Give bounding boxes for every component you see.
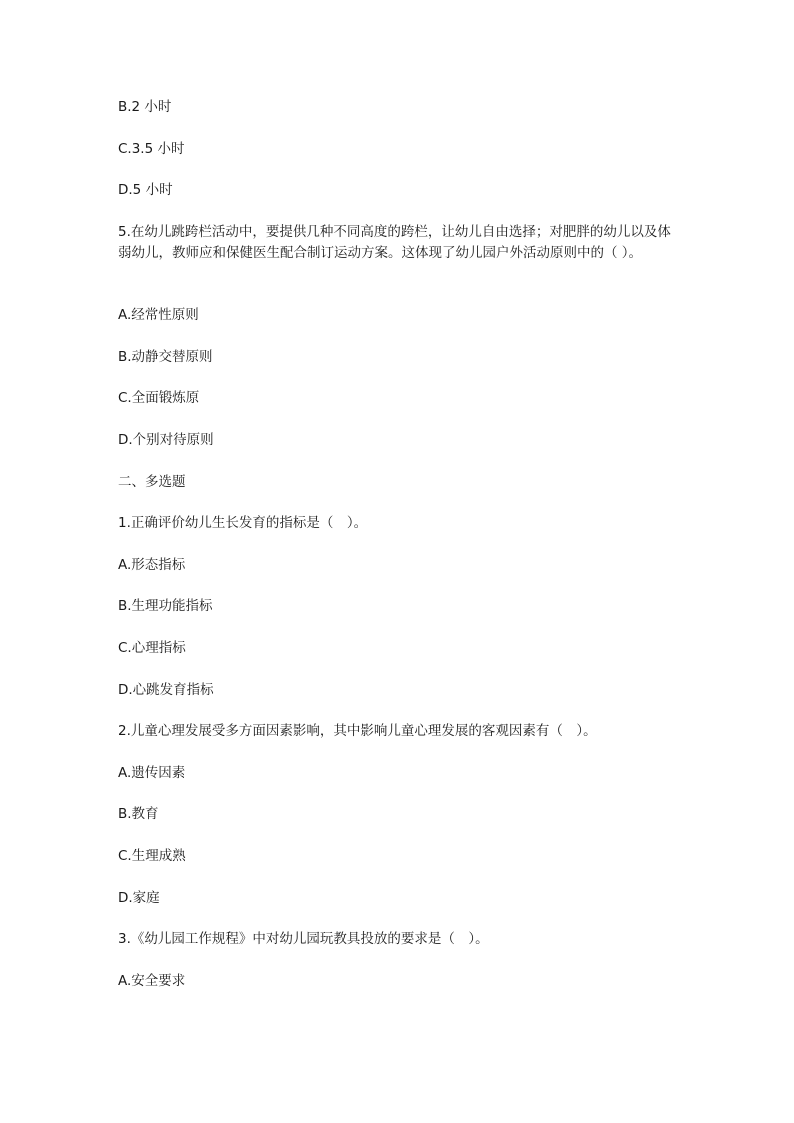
option-b-q5: B.动静交替原则: [118, 349, 213, 365]
mc-question-2: 2.儿童心理发展受多方面因素影响，其中影响儿童心理发展的客观因素有（ ）。: [118, 723, 597, 739]
option-d-mc1: D.心跳发育指标: [118, 682, 214, 698]
mc-question-1: 1.正确评价幼儿生长发育的指标是（ ）。: [118, 515, 368, 531]
option-a-mc2: A.遗传因素: [118, 765, 186, 781]
option-a-mc1: A.形态指标: [118, 557, 186, 573]
option-b-mc1: B.生理功能指标: [118, 598, 213, 614]
option-c-q4: C.3.5 小时: [118, 141, 185, 157]
section-heading-multiple-choice: 二、多选题: [118, 474, 186, 490]
option-b-mc2: B.教育: [118, 806, 159, 822]
option-b-q4: B.2 小时: [118, 99, 172, 115]
option-d-q4: D.5 小时: [118, 182, 173, 198]
option-d-mc2: D.家庭: [118, 890, 160, 906]
question-5: 5.在幼儿跳跨栏活动中，要提供几种不同高度的跨栏，让幼儿自由选择；对肥胖的幼儿以及体弱幼儿，教师应和保健医生配合制订运动方案。这体现了幼儿园户外活动原则中的（ ）。: [118, 224, 671, 261]
option-a-q5: A.经常性原则: [118, 307, 199, 323]
option-d-q5: D.个别对待原则: [118, 432, 214, 448]
option-a-mc3: A.安全要求: [118, 973, 186, 989]
option-c-q5: C.全面锻炼原: [118, 390, 200, 406]
option-c-mc2: C.生理成熟: [118, 848, 186, 864]
option-c-mc1: C.心理指标: [118, 640, 186, 656]
mc-question-3: 3.《幼儿园工作规程》中对幼儿园玩教具投放的要求是（ ）。: [118, 931, 489, 947]
